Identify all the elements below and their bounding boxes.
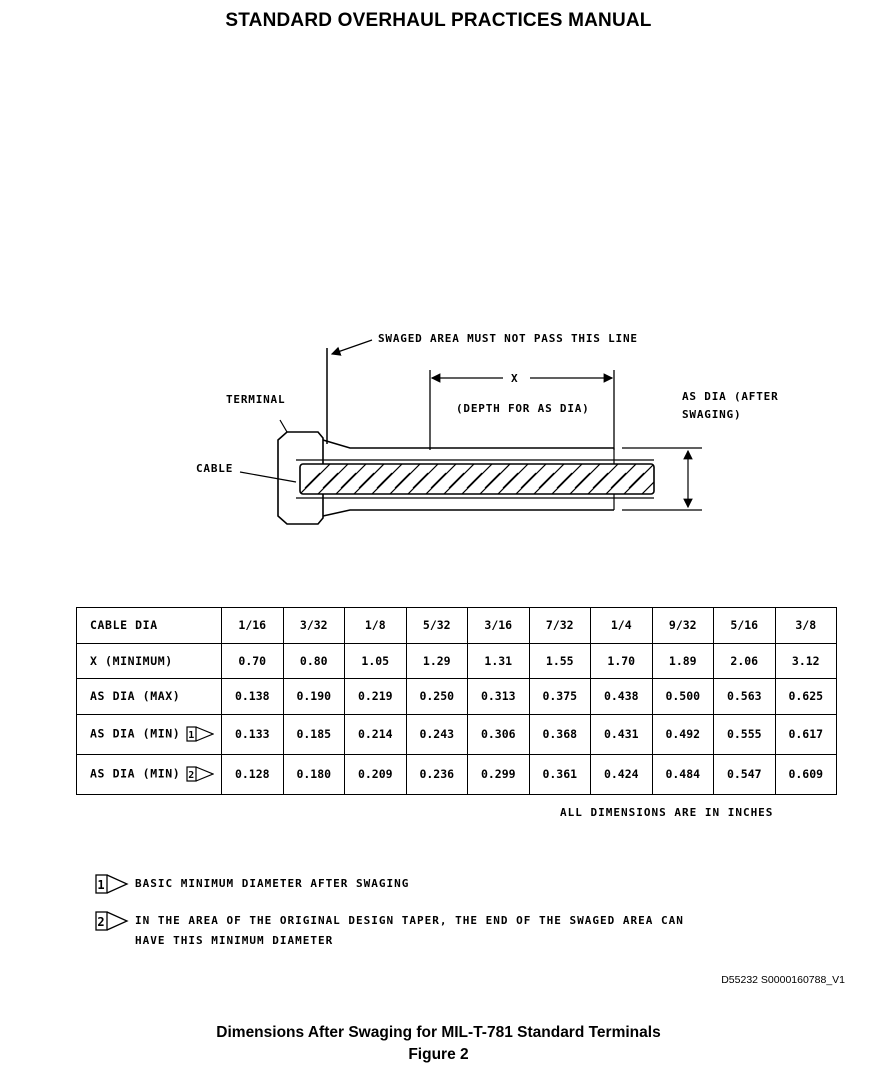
as-dia-label-line1: AS DIA (AFTER	[682, 390, 779, 403]
table-cell: 1.29	[406, 643, 468, 679]
row-label-text: AS DIA (MIN)	[90, 726, 181, 741]
table-row	[77, 643, 837, 679]
caption-title: Dimensions After Swaging for MIL-T-781 Standard Terminals	[216, 1024, 661, 1041]
table-cell: 1/8	[345, 608, 407, 644]
table-cell: 0.214	[345, 714, 407, 754]
table-cell: 0.617	[775, 714, 837, 754]
dimensions-table	[76, 607, 837, 795]
row-label	[77, 714, 222, 754]
table-cell: 9/32	[652, 608, 714, 644]
table-cell: 0.236	[406, 754, 468, 794]
table-cell: 0.180	[283, 754, 345, 794]
table-row	[77, 714, 837, 754]
table-cell: 3/16	[468, 608, 530, 644]
table-cell: 0.128	[222, 754, 284, 794]
note-flag-1-number: 1	[97, 878, 106, 892]
table-cell: 0.219	[345, 679, 407, 715]
table-cell: 0.80	[283, 643, 345, 679]
row-label-text: CABLE DIA	[90, 618, 158, 633]
table-cell: 0.375	[529, 679, 591, 715]
table-cell: 0.313	[468, 679, 530, 715]
note-flag-2-icon	[95, 911, 129, 931]
note-1	[95, 874, 410, 901]
flag-number: 2	[188, 770, 196, 782]
table-cell: 0.625	[775, 679, 837, 715]
as-dia-label-line2: SWAGING)	[682, 408, 742, 421]
table-cell: 0.299	[468, 754, 530, 794]
table-cell: 3/32	[283, 608, 345, 644]
caption-figure-number: Figure 2	[408, 1046, 469, 1063]
table-cell: 0.547	[714, 754, 776, 794]
table-cell: 0.368	[529, 714, 591, 754]
row-label	[77, 679, 222, 715]
note-flag-1-icon	[95, 874, 129, 894]
table-row	[77, 679, 837, 715]
table-cell: 0.484	[652, 754, 714, 794]
row-label	[77, 643, 222, 679]
table-cell: 0.185	[283, 714, 345, 754]
table-cell: 0.424	[591, 754, 653, 794]
table-cell: 1.89	[652, 643, 714, 679]
reference-code: D55232 S0000160788_V1	[721, 974, 845, 986]
page-title: STANDARD OVERHAUL PRACTICES MANUAL	[225, 10, 652, 31]
note-2	[95, 911, 684, 947]
x-dimension-label: X	[511, 372, 519, 385]
cable-label: CABLE	[196, 462, 234, 475]
table-cell: 0.555	[714, 714, 776, 754]
flag-note-icon	[186, 726, 214, 742]
swage-line-label: SWAGED AREA MUST NOT PASS THIS LINE	[378, 332, 638, 345]
row-label-text: X (MINIMUM)	[90, 653, 173, 668]
table-cell: 0.609	[775, 754, 837, 794]
table-cell: 0.563	[714, 679, 776, 715]
table-cell: 0.306	[468, 714, 530, 754]
table-cell: 1/16	[222, 608, 284, 644]
depth-label: (DEPTH FOR AS DIA)	[456, 402, 590, 415]
table-cell: 2.06	[714, 643, 776, 679]
table-cell: 0.138	[222, 679, 284, 715]
table-cell: 0.438	[591, 679, 653, 715]
terminal-label: TERMINAL	[226, 393, 286, 406]
units-note: ALL DIMENSIONS ARE IN INCHES	[560, 806, 774, 819]
table-cell: 0.243	[406, 714, 468, 754]
table-cell: 0.209	[345, 754, 407, 794]
table-cell: 0.492	[652, 714, 714, 754]
figure-caption	[0, 1022, 877, 1066]
table-cell: 0.500	[652, 679, 714, 715]
table-cell: 1.55	[529, 643, 591, 679]
table-cell: 0.190	[283, 679, 345, 715]
flag-number: 1	[188, 730, 196, 742]
table-row	[77, 754, 837, 794]
table-cell: 3/8	[775, 608, 837, 644]
row-label	[77, 754, 222, 794]
terminal-cable-drawing	[0, 320, 877, 560]
table-cell: 0.250	[406, 679, 468, 715]
row-label	[77, 608, 222, 644]
table-cell: 1/4	[591, 608, 653, 644]
table-cell: 1.31	[468, 643, 530, 679]
table-cell: 5/32	[406, 608, 468, 644]
table-cell: 1.70	[591, 643, 653, 679]
table-cell: 0.361	[529, 754, 591, 794]
table-cell: 1.05	[345, 643, 407, 679]
table-cell: 3.12	[775, 643, 837, 679]
note-2-text-line1: IN THE AREA OF THE ORIGINAL DESIGN TAPER, THE END OF THE SWAGED AREA CAN	[135, 914, 684, 927]
table-cell: 0.70	[222, 643, 284, 679]
table-cell: 0.431	[591, 714, 653, 754]
table-cell: 5/16	[714, 608, 776, 644]
table-row	[77, 608, 837, 644]
row-label-text: AS DIA (MIN)	[90, 766, 181, 781]
note-2-text-line2: HAVE THIS MINIMUM DIAMETER	[135, 934, 334, 947]
flag-note-icon	[186, 766, 214, 782]
table-cell: 7/32	[529, 608, 591, 644]
row-label-text: AS DIA (MAX)	[90, 689, 181, 704]
note-flag-2-number: 2	[97, 915, 106, 929]
swaging-diagram	[0, 320, 877, 560]
note-1-text: BASIC MINIMUM DIAMETER AFTER SWAGING	[135, 877, 410, 890]
table-cell: 0.133	[222, 714, 284, 754]
